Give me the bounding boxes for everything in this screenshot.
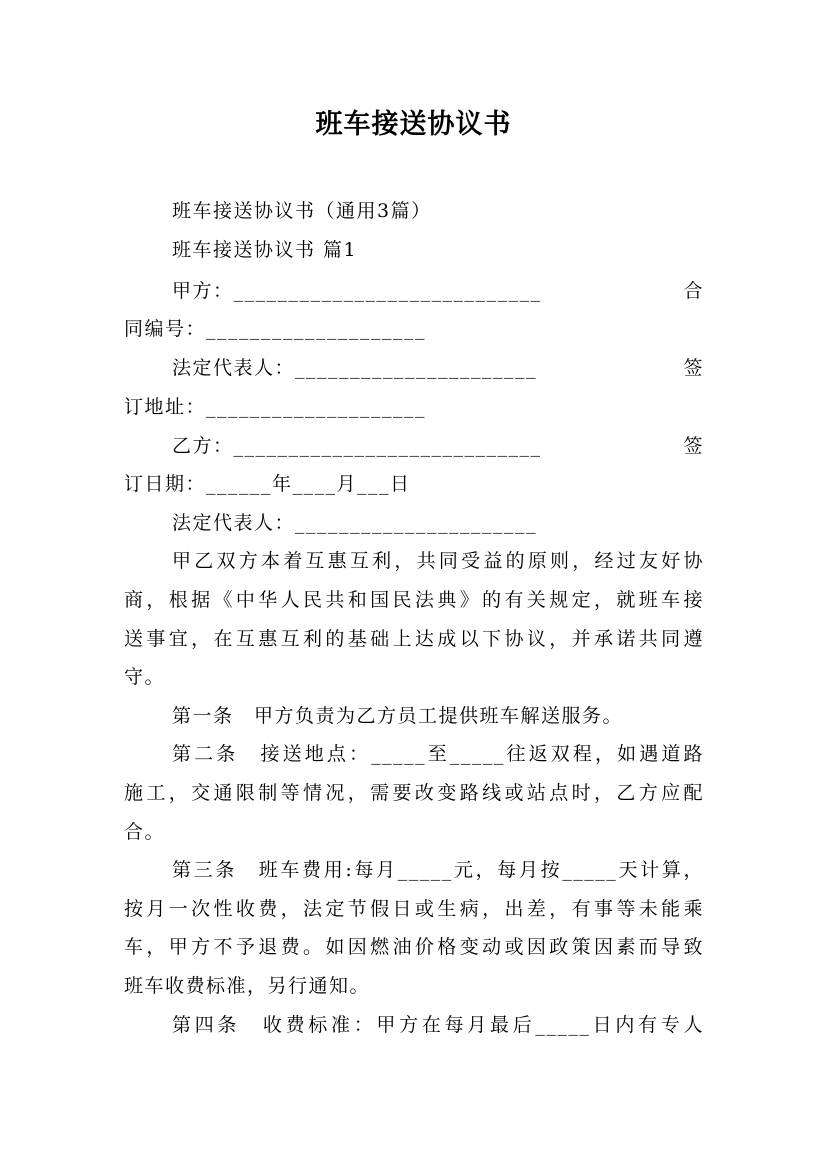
paragraph-line: 甲乙双方本着互惠互利，共同受益的原则，经过友好协	[172, 550, 704, 572]
sign-address-label-start: 签	[683, 357, 704, 379]
section-heading: 班车接送协议书 篇1	[172, 239, 358, 261]
article-3-line: 车，甲方不予退费。如因燃油价格变动或因政策因素而导致	[124, 936, 704, 958]
paragraph-line: 守。	[124, 666, 166, 688]
article-3-line: 按月一次性收费，法定节假日或生病，出差，有事等未能乘	[124, 898, 704, 920]
contract-number-label-start: 合	[683, 280, 704, 302]
sign-date-field: 订日期：______年____月___日	[124, 473, 411, 495]
article-1: 第一条 甲方负责为乙方员工提供班车解送服务。	[172, 705, 624, 727]
paragraph-line: 商，根据《中华人民共和国民法典》的有关规定，就班车接	[124, 589, 704, 611]
article-3-line: 第三条 班车费用:每月_____元，每月按_____天计算，	[172, 859, 704, 881]
legal-rep-a-row	[172, 356, 704, 380]
subtitle-line: 班车接送协议书（通用3篇）	[172, 200, 432, 222]
article-2-line: 第二条 接送地点：_____至_____往返双程，如遇道路	[172, 743, 704, 765]
party-a-row	[172, 279, 704, 303]
sign-address-field: 订地址：____________________	[124, 396, 427, 418]
document-title: 班车接送协议书	[315, 109, 512, 140]
sign-date-label-start: 签	[683, 435, 704, 457]
article-3-line: 班车收费标准，另行通知。	[124, 975, 371, 997]
party-b-row	[172, 434, 704, 458]
party-b-field: 乙方：____________________________	[172, 435, 542, 457]
article-2-line: 施工，交通限制等情况，需要改变路线或站点时，乙方应配	[124, 782, 704, 804]
article-4-line: 第四条 收费标准：甲方在每月最后_____日内有专人	[172, 1014, 704, 1036]
article-2-line: 合。	[124, 821, 166, 843]
contract-number-field: 同编号：____________________	[124, 318, 427, 340]
paragraph-line: 送事宜，在互惠互利的基础上达成以下协议，并承诺共同遵	[124, 628, 704, 650]
party-a-field: 甲方：____________________________	[172, 280, 542, 302]
legal-rep-a-field: 法定代表人：______________________	[172, 357, 538, 379]
legal-rep-b-field: 法定代表人：______________________	[172, 512, 538, 534]
